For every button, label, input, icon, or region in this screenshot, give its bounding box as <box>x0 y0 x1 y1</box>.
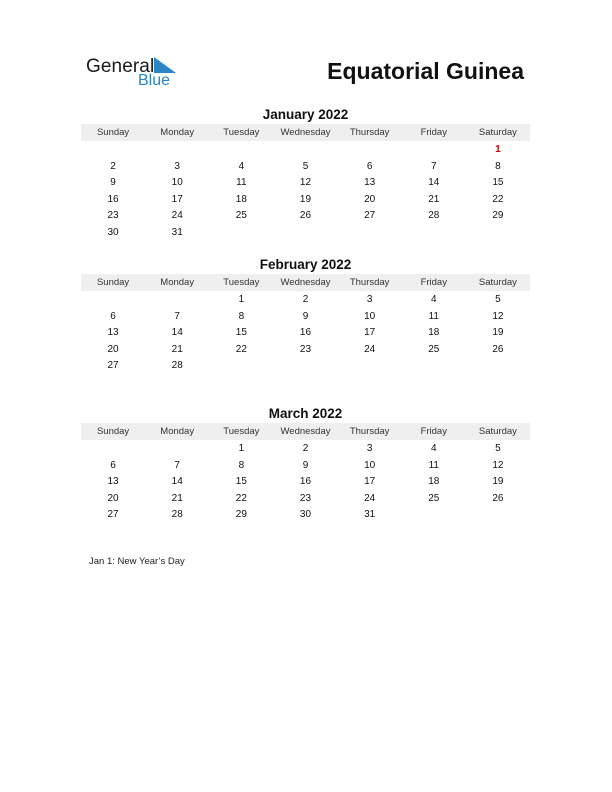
day-cell: 19 <box>492 327 504 339</box>
week-row <box>81 325 530 342</box>
day-cell: 28 <box>428 210 440 222</box>
day-cell <box>466 358 530 375</box>
day-cell: 12 <box>492 459 504 471</box>
day-cell <box>338 358 402 375</box>
day-cell: 10 <box>364 310 376 322</box>
day-cell <box>81 441 145 458</box>
day-cell: 13 <box>364 177 376 189</box>
day-cell: 23 <box>107 210 119 222</box>
day-cell: 21 <box>171 492 183 504</box>
day-cell: 3 <box>174 160 180 172</box>
week-row <box>81 225 530 242</box>
week-row <box>81 292 530 309</box>
day-cell: 21 <box>171 343 183 355</box>
day-cell: 28 <box>171 360 183 372</box>
day-cell: 17 <box>364 327 376 339</box>
week-row <box>81 458 530 475</box>
day-cell: 1 <box>495 144 501 155</box>
month-title: March 2022 <box>268 406 343 421</box>
month-march <box>81 405 530 524</box>
week-row <box>81 175 530 192</box>
day-cell <box>402 507 466 524</box>
day-cell: 22 <box>492 193 504 205</box>
day-cell <box>145 441 209 458</box>
day-cell: 4 <box>238 160 245 172</box>
week-row <box>81 309 530 326</box>
day-cell: 26 <box>299 210 312 222</box>
day-cell: 3 <box>366 443 373 454</box>
day-cell: 30 <box>107 226 119 238</box>
day-cell <box>273 358 337 375</box>
day-cell: 3 <box>366 294 373 305</box>
weekday-label: Friday <box>420 426 447 437</box>
day-cell: 14 <box>428 177 440 189</box>
week-row <box>81 474 530 491</box>
weekday-label: Tuesday <box>223 127 260 138</box>
week-row <box>81 342 530 359</box>
day-cell: 4 <box>430 443 437 454</box>
weekday-label: Saturday <box>478 426 517 437</box>
day-cell: 20 <box>364 193 376 205</box>
day-cell: 16 <box>299 476 312 488</box>
day-cell: 8 <box>495 160 501 172</box>
day-cell: 24 <box>364 492 376 504</box>
day-cell: 4 <box>430 294 437 305</box>
day-cell: 31 <box>171 226 183 238</box>
day-cell <box>145 142 209 159</box>
day-cell: 19 <box>492 476 504 488</box>
day-cell <box>466 507 530 524</box>
day-cell: 19 <box>299 193 312 205</box>
day-cell: 11 <box>428 459 439 471</box>
weekday-label: Saturday <box>478 127 517 138</box>
weekday-header <box>81 124 530 141</box>
weekday-label: Wednesday <box>280 277 331 288</box>
day-cell: 9 <box>302 459 309 471</box>
day-cell: 30 <box>299 509 312 521</box>
country-title: Equatorial Guinea <box>327 58 524 84</box>
day-cell: 2 <box>110 160 116 172</box>
weekday-label: Wednesday <box>280 426 331 437</box>
day-cell <box>402 142 466 159</box>
week-row <box>81 491 530 508</box>
day-cell <box>209 358 273 375</box>
day-cell: 21 <box>428 193 440 205</box>
day-cell <box>402 358 466 375</box>
day-cell: 18 <box>235 193 247 205</box>
day-cell: 22 <box>235 343 247 355</box>
day-cell: 16 <box>299 327 312 339</box>
weekday-label: Sunday <box>96 426 130 437</box>
day-cell: 13 <box>107 476 119 488</box>
day-cell: 25 <box>428 492 440 504</box>
day-cell: 11 <box>236 177 247 189</box>
day-cell: 10 <box>364 459 376 471</box>
day-cell: 1 <box>238 294 245 305</box>
weekday-label: Friday <box>420 277 447 288</box>
day-cell: 13 <box>107 327 119 339</box>
day-cell: 26 <box>492 343 504 355</box>
weekday-label: Wednesday <box>280 127 331 138</box>
weekday-label: Sunday <box>96 127 130 138</box>
day-cell: 7 <box>430 160 437 172</box>
weekday-label: Monday <box>160 127 195 138</box>
day-cell <box>466 225 530 242</box>
day-cell: 18 <box>428 476 440 488</box>
day-cell: 11 <box>428 310 439 322</box>
month-title: January 2022 <box>262 107 349 122</box>
weekday-label: Tuesday <box>223 277 260 288</box>
day-cell: 29 <box>492 210 504 222</box>
day-cell: 5 <box>495 443 501 454</box>
weekday-header <box>81 274 530 291</box>
week-row <box>81 358 530 375</box>
day-cell: 14 <box>171 476 183 488</box>
weekday-header <box>81 423 530 440</box>
day-cell: 31 <box>364 509 376 521</box>
day-cell: 8 <box>238 310 245 322</box>
day-cell <box>338 142 402 159</box>
logo <box>86 56 186 92</box>
day-cell: 9 <box>302 310 309 322</box>
logo-triangle-icon <box>154 57 176 73</box>
logo-general-text: General <box>86 56 155 77</box>
logo-blue-text: Blue <box>138 72 171 89</box>
week-row <box>81 507 530 524</box>
day-cell: 6 <box>110 459 116 471</box>
day-cell: 1 <box>238 443 245 454</box>
day-cell <box>209 142 273 159</box>
day-cell <box>81 292 145 309</box>
weekday-label: Thursday <box>349 277 390 288</box>
day-cell: 10 <box>171 177 183 189</box>
day-cell: 20 <box>107 343 119 355</box>
day-cell: 23 <box>299 492 312 504</box>
day-cell: 15 <box>492 177 504 189</box>
day-cell: 9 <box>110 177 116 189</box>
day-cell: 5 <box>495 294 501 305</box>
day-cell: 27 <box>364 210 376 222</box>
weekday-label: Monday <box>160 426 195 437</box>
day-cell: 7 <box>174 310 180 322</box>
weekday-label: Sunday <box>96 277 130 288</box>
day-cell: 24 <box>171 210 183 222</box>
day-cell: 25 <box>428 343 440 355</box>
day-cell: 14 <box>171 327 183 339</box>
week-row <box>81 142 530 159</box>
weekday-label: Saturday <box>478 277 517 288</box>
day-cell <box>273 142 337 159</box>
day-cell <box>81 142 145 159</box>
day-cell: 28 <box>171 509 183 521</box>
day-cell: 5 <box>302 160 309 172</box>
week-row <box>81 192 530 209</box>
holiday-note: Jan 1: New Year’s Day <box>89 556 185 567</box>
day-cell: 6 <box>110 310 116 322</box>
day-cell: 7 <box>174 459 180 471</box>
month-february <box>81 256 530 375</box>
weekday-label: Friday <box>420 127 447 138</box>
day-cell: 27 <box>107 509 119 521</box>
day-cell <box>402 225 466 242</box>
day-cell <box>209 225 273 242</box>
day-cell: 2 <box>302 443 309 454</box>
month-january <box>81 106 530 242</box>
day-cell: 18 <box>428 327 440 339</box>
day-cell <box>338 225 402 242</box>
day-cell: 22 <box>235 492 247 504</box>
day-cell: 12 <box>299 177 312 189</box>
day-cell: 12 <box>492 310 504 322</box>
day-cell: 16 <box>107 193 119 205</box>
day-cell <box>273 225 337 242</box>
weekday-label: Tuesday <box>223 426 260 437</box>
day-cell: 27 <box>107 360 119 372</box>
week-row <box>81 441 530 458</box>
weekday-label: Thursday <box>349 426 390 437</box>
day-cell: 15 <box>235 327 247 339</box>
day-cell: 20 <box>107 492 119 504</box>
weekday-label: Thursday <box>349 127 390 138</box>
day-cell <box>145 292 209 309</box>
day-cell: 17 <box>364 476 376 488</box>
day-cell: 23 <box>299 343 312 355</box>
month-title: February 2022 <box>259 257 352 272</box>
day-cell: 25 <box>235 210 247 222</box>
day-cell: 17 <box>171 193 183 205</box>
day-cell: 24 <box>364 343 376 355</box>
day-cell: 29 <box>235 509 247 521</box>
day-cell: 8 <box>238 459 245 471</box>
day-cell: 6 <box>366 160 373 172</box>
weekday-label: Monday <box>160 277 195 288</box>
day-cell: 2 <box>302 294 309 305</box>
week-row <box>81 159 530 176</box>
day-cell: 26 <box>492 492 504 504</box>
day-cell: 15 <box>235 476 247 488</box>
week-row <box>81 208 530 225</box>
